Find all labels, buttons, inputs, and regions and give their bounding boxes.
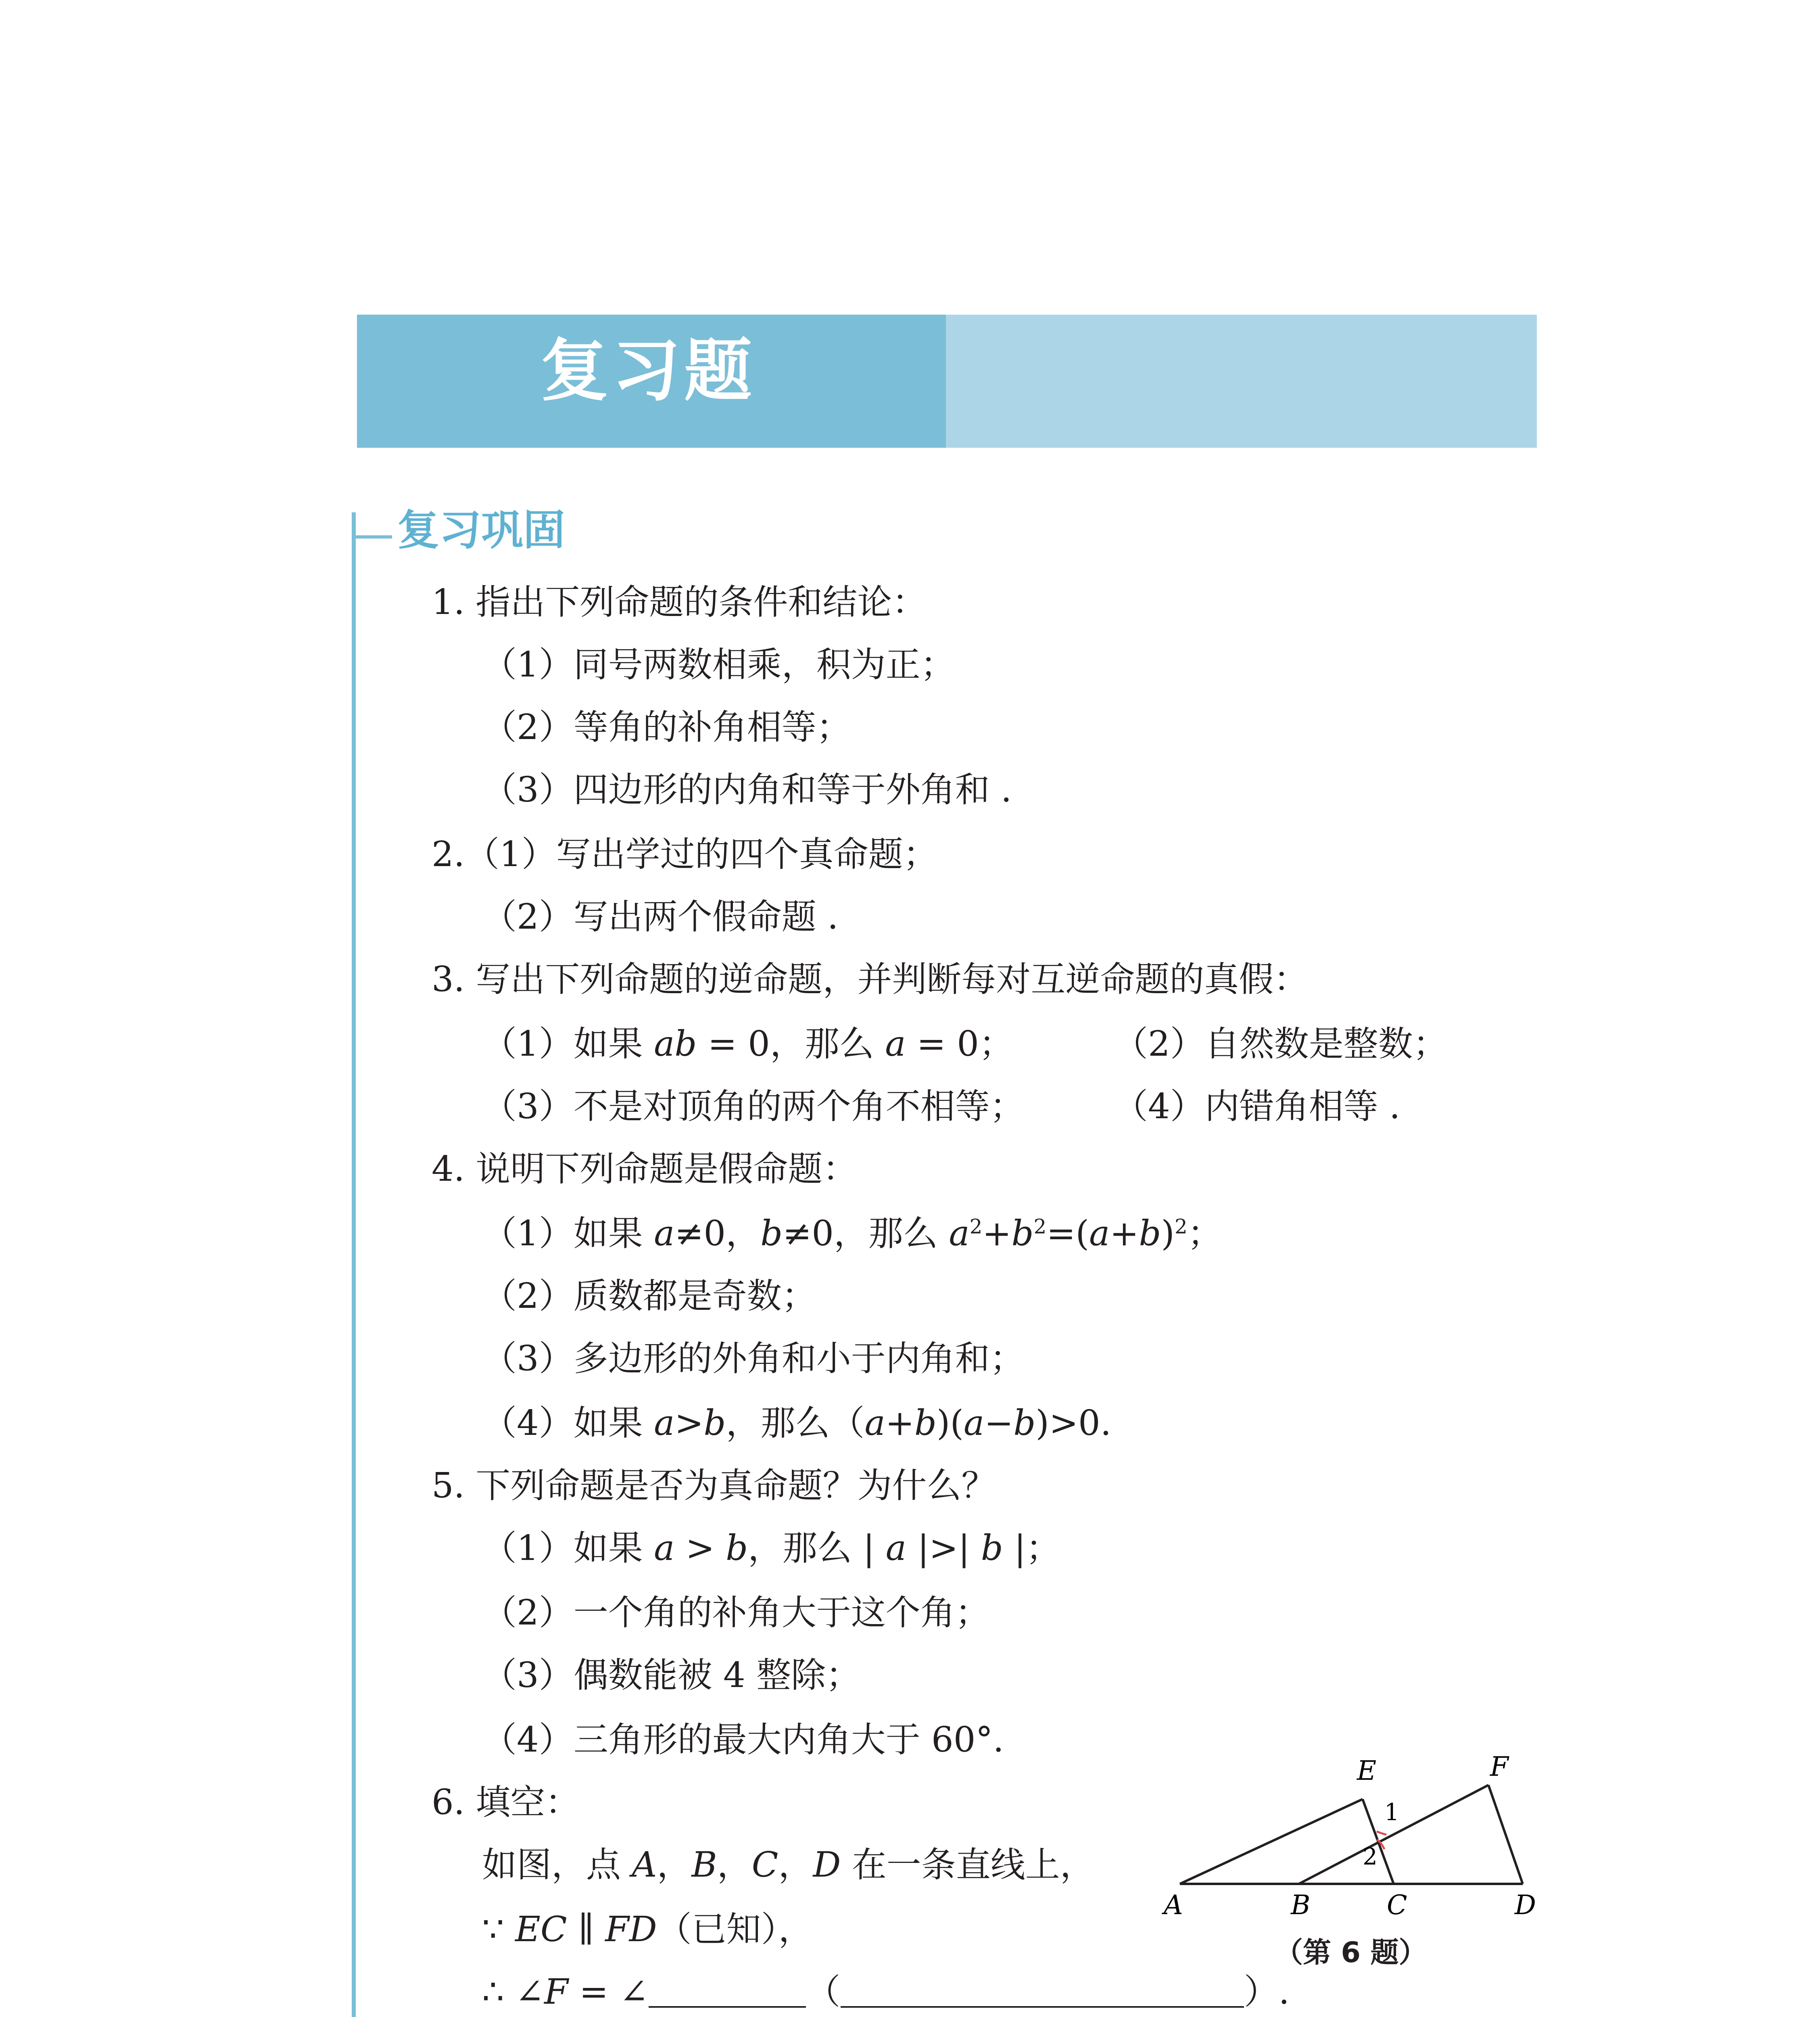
q4-item-1: （1）如果 a≠0，b≠0，那么 $a^2+b^2=(a+b)^2$； bbox=[482, 1213, 1222, 1254]
q5-stem: 5. 下列命题是否为真命题？为什么？ bbox=[432, 1466, 996, 1506]
q4-item-2: （2）质数都是奇数； bbox=[482, 1276, 816, 1316]
q5-item-3: （3）偶数能被 4 整除； bbox=[482, 1655, 861, 1695]
q6-line-3: ∴ ∠F = ∠ （ ）. bbox=[482, 1972, 1290, 2012]
q5-item-1: （1）如果 a > b，那么 | a |>| b |； bbox=[482, 1528, 1061, 1568]
label-A: A bbox=[1164, 1890, 1183, 1921]
q1-item-2: （2）等角的补角相等； bbox=[482, 707, 851, 748]
label-E: E bbox=[1357, 1755, 1377, 1786]
q6-line-2: ∵ EC ∥ FD（已知）， bbox=[482, 1909, 813, 1950]
q5-item-4: （4）三角形的最大内角大于 60°. bbox=[482, 1720, 1004, 1760]
q5-item-2: （2）一个角的补角大于这个角； bbox=[482, 1593, 990, 1633]
q4-item-4: （4）如果 a>b，那么（a+b)(a−b)>0. bbox=[482, 1403, 1112, 1443]
label-B: B bbox=[1291, 1890, 1311, 1921]
reason-blank[interactable] bbox=[841, 1978, 1244, 2008]
q3-item-2: （2）自然数是整数； bbox=[1113, 1024, 1448, 1064]
label-angle-1: 1 bbox=[1384, 1798, 1399, 1826]
q6-stem: 6. 填空： bbox=[432, 1782, 580, 1823]
q2-item-2: （2）写出两个假命题 . bbox=[482, 897, 839, 937]
label-C: C bbox=[1387, 1890, 1407, 1921]
section-vertical-rule bbox=[352, 512, 356, 2017]
answer-blank[interactable] bbox=[649, 1978, 806, 2008]
label-D: D bbox=[1515, 1890, 1536, 1921]
segment-AE bbox=[1180, 1799, 1363, 1884]
section-title: 复习巩固 bbox=[397, 505, 566, 555]
q3-item-3: （3）不是对顶角的两个角不相等； bbox=[482, 1086, 1025, 1127]
q3-item-1: （1）如果 ab = 0，那么 a = 0； bbox=[482, 1024, 1014, 1064]
angle-1-mark bbox=[1377, 1831, 1386, 1835]
section-tick bbox=[352, 535, 392, 539]
label-angle-2: 2 bbox=[1363, 1843, 1378, 1870]
q4-item-3: （3）多边形的外角和小于内角和； bbox=[482, 1338, 1025, 1379]
q1-item-1: （1）同号两数相乘，积为正； bbox=[482, 645, 955, 685]
banner-light-block bbox=[946, 315, 1537, 448]
q1-stem: 1. 指出下列命题的条件和结论： bbox=[432, 582, 927, 622]
q3-stem: 3. 写出下列命题的逆命题，并判断每对互逆命题的真假： bbox=[432, 959, 1309, 1000]
segment-FD bbox=[1488, 1785, 1523, 1884]
q6-line-1: 如图，点 A，B，C，D 在一条直线上， bbox=[482, 1845, 1095, 1885]
q1-item-3: （3）四边形的内角和等于外角和 . bbox=[482, 770, 1012, 810]
q4-stem: 4. 说明下列命题是假命题： bbox=[432, 1149, 858, 1189]
q3-item-4: （4）内错角相等 . bbox=[1113, 1086, 1400, 1127]
q2-stem: 2.（1）写出学过的四个真命题； bbox=[432, 834, 938, 875]
figure-caption: （第 6 题） bbox=[1275, 1936, 1427, 1969]
label-F: F bbox=[1490, 1751, 1509, 1782]
banner-title: 复习题 bbox=[541, 331, 756, 410]
